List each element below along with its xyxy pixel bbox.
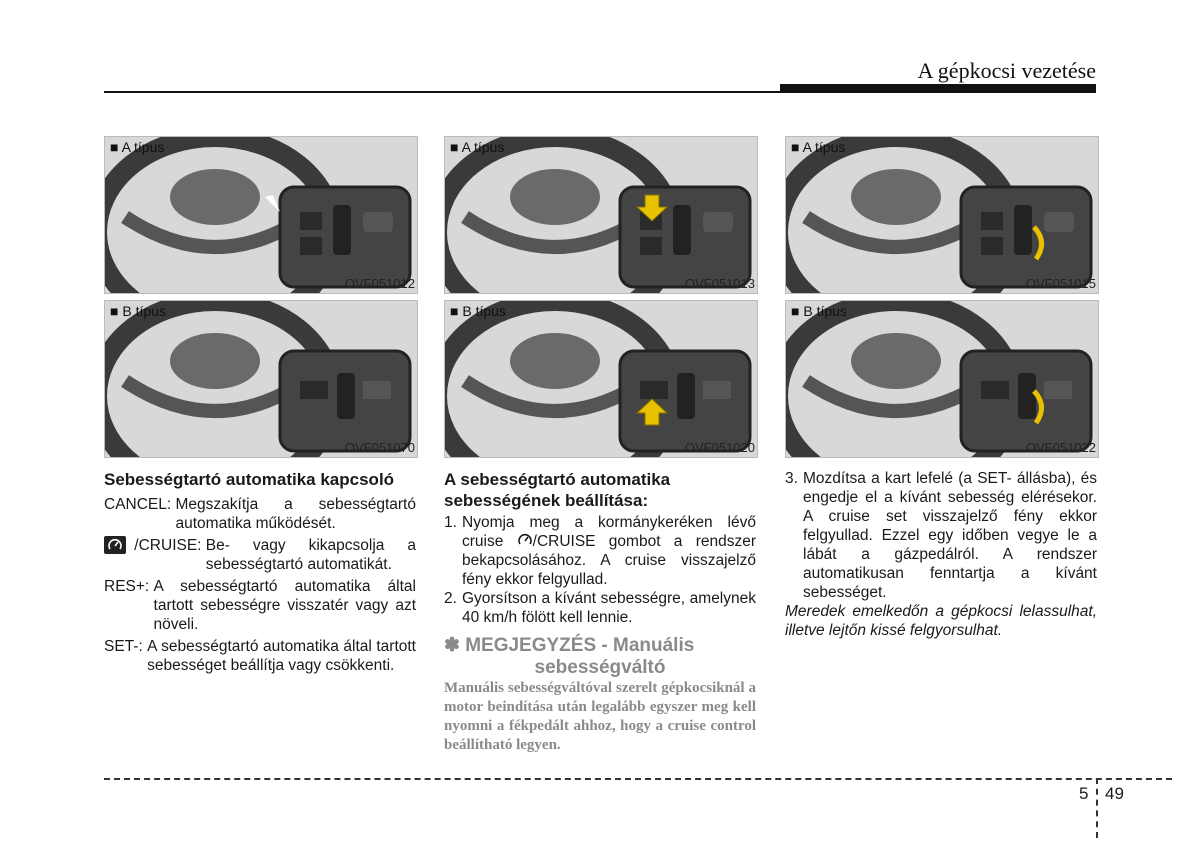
list-item	[444, 589, 756, 627]
term: RES+:	[104, 578, 154, 595]
figure-code: OVF051013	[684, 276, 755, 291]
term: CANCEL:	[104, 496, 176, 513]
column-3	[785, 469, 1097, 640]
item-number: 2.	[444, 590, 457, 607]
footer-divider	[104, 778, 1172, 780]
figure-label: ■ A típus	[450, 139, 505, 155]
steering-wheel-illustration	[105, 301, 417, 457]
item-text: Gyorsítson a kívánt sebességre, amelynek 40 km/h fölött kell lennie.	[462, 590, 756, 626]
item-text: Mozdítsa a kart lefelé (a SET- állásba), és engedje el a kívánt sebesség elérésekor. A cruise set visszajelző fény ekkor felgyullad. Ezzel egy időben vegye le a lábát a gázpedálról. A rendszer automatikusan fenntartja a kívánt sebességet.	[803, 470, 1097, 601]
column-1	[104, 469, 416, 675]
figure-label: ■ B típus	[450, 303, 506, 319]
figure-code: OVF051012	[344, 276, 415, 291]
item-number: 1.	[444, 514, 457, 531]
description: Be- vagy kikapcsolja a sebességtartó automatikát.	[205, 537, 416, 573]
steering-wheel-illustration	[445, 301, 757, 457]
figure-b-type-3	[785, 300, 1099, 458]
figure-code: OVF051070	[344, 440, 415, 455]
header-rule-thick	[780, 84, 1096, 93]
description: A sebességtartó automatika által tartott sebességet beállítja vagy csökkenti.	[147, 638, 416, 674]
header-rule	[104, 91, 780, 93]
figure-label: ■ A típus	[110, 139, 165, 155]
figure-b-type-2	[444, 300, 758, 458]
note-subtitle: sebességváltó	[534, 657, 666, 678]
page-header-title: A gépkocsi vezetése	[917, 58, 1096, 83]
footer-divider-vertical	[1096, 778, 1098, 838]
section-heading: A sebességtartó automatika sebességének beállítása:	[444, 470, 671, 510]
item-number: 3.	[785, 470, 798, 487]
note-body: Manuális sebességváltóval szerelt gépkocsiknál a motor beindítása után legalább egyszer meg kell nyomni a fékpedált ahhoz, hogy a cruise control beállítható legyen.	[444, 680, 756, 753]
list-item	[444, 513, 756, 589]
cruise-icon	[104, 536, 126, 554]
figure-code: OVF051022	[1025, 440, 1096, 455]
figure-a-type-3	[785, 136, 1099, 294]
list-item	[104, 637, 416, 675]
italic-note: Meredek emelkedőn a gépkocsi lelassulhat, illetve lejtőn kissé felgyorsulhat.	[785, 603, 1097, 639]
cruise-icon	[517, 532, 533, 548]
figure-label: ■ A típus	[791, 139, 846, 155]
term: /CRUISE:	[130, 537, 206, 554]
figure-b-type-1	[104, 300, 418, 458]
description: A sebességtartó automatika által tartott sebességre visszatér vagy azt növeli.	[153, 578, 416, 633]
figure-a-type-2	[444, 136, 758, 294]
list-item	[104, 577, 416, 634]
section-heading: Sebességtartó automatika kapcsoló	[104, 470, 395, 489]
figure-a-type-1	[104, 136, 418, 294]
chapter-number: 5	[1079, 784, 1089, 803]
figure-code: OVF051015	[1025, 276, 1096, 291]
steering-wheel-illustration	[786, 137, 1098, 293]
item-text: /CRUISE gombot a rendszer bekapcsolásához. A cruise visszajelző fény ekkor felgyullad.	[462, 533, 756, 588]
steering-wheel-illustration	[105, 137, 417, 293]
description: Megszakítja a sebességtartó automatika működését.	[175, 496, 416, 532]
list-item	[785, 469, 1097, 602]
term: SET-:	[104, 638, 148, 655]
list-item	[104, 495, 416, 533]
item-text: Nyomja meg a kormánykeréken lévő cruise	[462, 514, 756, 550]
figure-code: OVF051020	[684, 440, 755, 455]
list-item	[104, 536, 416, 574]
steering-wheel-illustration	[786, 301, 1098, 457]
figure-label: ■ B típus	[110, 303, 166, 319]
figure-label: ■ B típus	[791, 303, 847, 319]
column-2	[444, 469, 756, 755]
note-title: ✽ MEGJEGYZÉS - Manuális	[444, 635, 695, 656]
steering-wheel-illustration	[445, 137, 757, 293]
page-number: 49	[1105, 784, 1124, 803]
